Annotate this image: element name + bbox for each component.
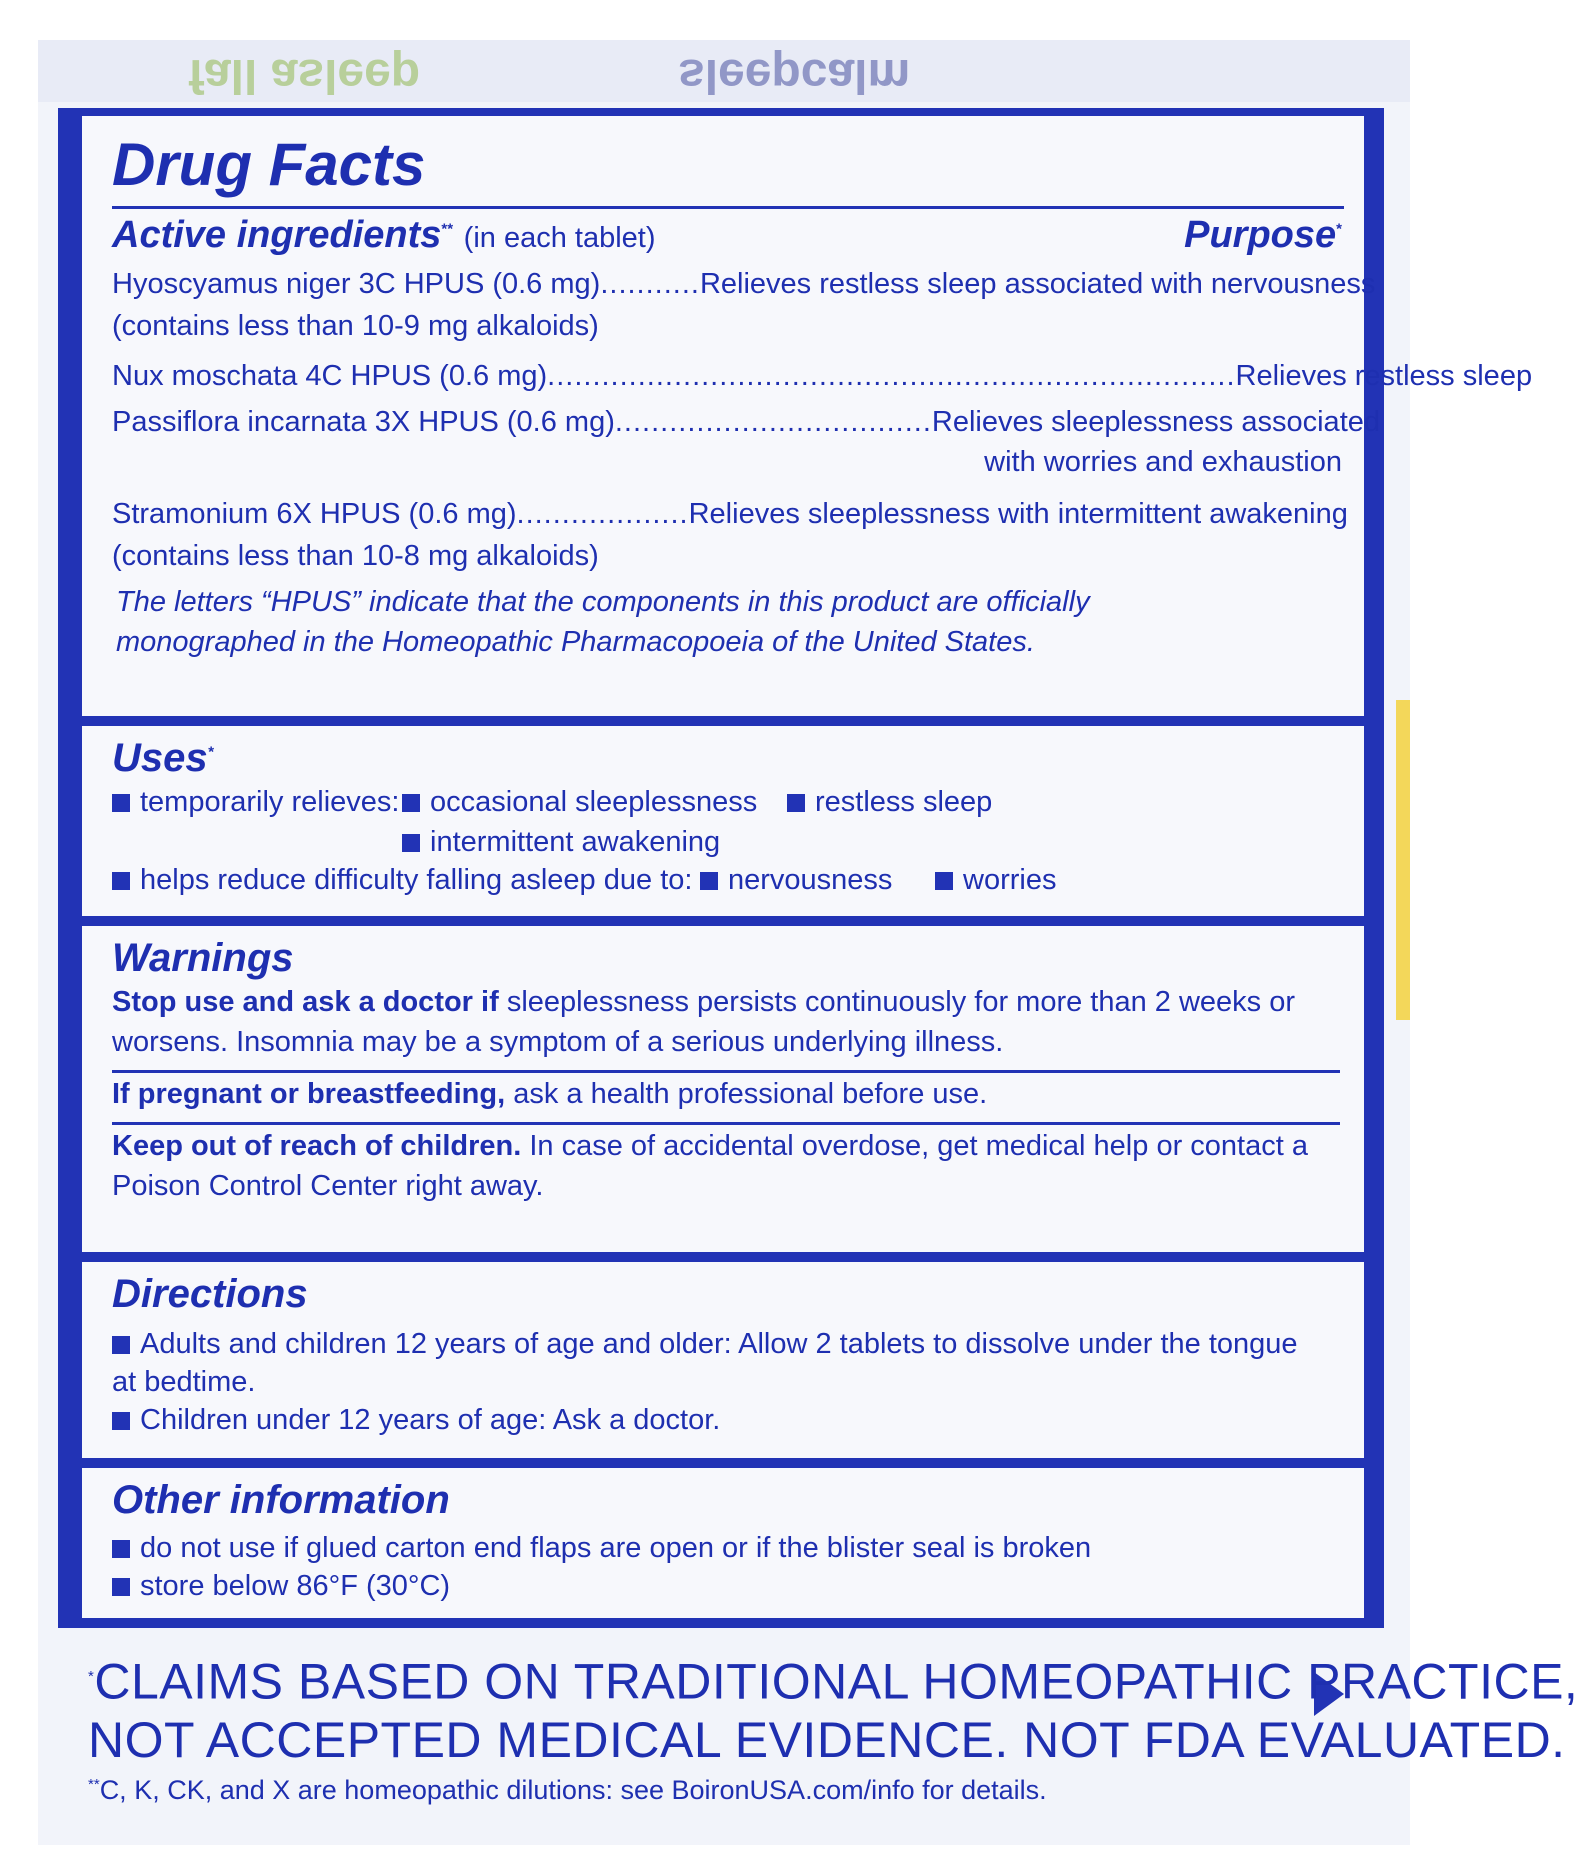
bullet-square-icon bbox=[112, 1412, 130, 1430]
hpus-note-line2: monographed in the Homeopathic Pharmacopoeia of the United States. bbox=[116, 626, 1035, 658]
ingredient-row: Nux moschata 4C HPUS (0.6 mg)............................................................................Relieves restless sleep bbox=[112, 360, 1533, 392]
ingredient-row: Hyoscyamus niger 3C HPUS (0.6 mg)...........Relieves restless sleep associated with nervousness bbox=[112, 268, 1376, 300]
uses-relieves-label: temporarily relieves: bbox=[112, 786, 399, 819]
directions-heading: Directions bbox=[112, 1272, 308, 1316]
bullet-square-icon bbox=[112, 1336, 130, 1354]
dilution-note: **C, K, CK, and X are homeopathic dilutions: see BoironUSA.com/info for details. bbox=[88, 1774, 1047, 1805]
banner-ghost-right: sleepcalm bbox=[678, 49, 911, 102]
ingredient-row: Passiflora incarnata 3X HPUS (0.6 mg)...................................Relieves sleeplessness associated bbox=[112, 406, 1381, 438]
drug-facts-title: Drug Facts bbox=[112, 131, 426, 198]
banner-ghost-left: fall asleep bbox=[188, 49, 421, 102]
warnings-heading: Warnings bbox=[112, 936, 294, 980]
warning-keep-out: Keep out of reach of children. In case of accidental overdose, get medical help or contact a bbox=[112, 1130, 1308, 1162]
uses-helps-label: helps reduce difficulty falling asleep due to: bbox=[112, 864, 692, 897]
uses-item: worries bbox=[935, 864, 1056, 897]
other-information-section bbox=[82, 1468, 1364, 1618]
directions-section bbox=[82, 1262, 1364, 1458]
drug-facts-panel bbox=[58, 108, 1533, 1628]
ingredient-purpose-continued: with worries and exhaustion bbox=[984, 446, 1342, 478]
other-info-item: store below 86°F (30°C) bbox=[112, 1570, 450, 1603]
yellow-side-tab bbox=[1396, 700, 1410, 1020]
bullet-square-icon bbox=[700, 872, 718, 890]
other-information-heading: Other information bbox=[112, 1478, 450, 1522]
bullet-square-icon bbox=[112, 1540, 130, 1558]
active-ingredients-heading: Active ingredients** (in each tablet) bbox=[112, 214, 656, 256]
warnings-section bbox=[82, 926, 1364, 1252]
uses-item: nervousness bbox=[700, 864, 892, 897]
warning-pregnant: If pregnant or breastfeeding, ask a health professional before use. bbox=[112, 1078, 988, 1110]
ingredient-row: Stramonium 6X HPUS (0.6 mg)...................Relieves sleeplessness with intermittent awakening bbox=[112, 498, 1348, 530]
claims-line: *CLAIMS BASED ON TRADITIONAL HOMEOPATHIC PRACTICE, bbox=[88, 1653, 1578, 1710]
bullet-square-icon bbox=[787, 794, 805, 812]
hpus-note: The letters “HPUS” indicate that the components in this product are officially bbox=[116, 586, 1090, 618]
ingredient-note: (contains less than 10-8 mg alkaloids) bbox=[112, 540, 599, 572]
warning-stop-use: Stop use and ask a doctor if sleeplessness persists continuously for more than 2 weeks or bbox=[112, 986, 1296, 1018]
bullet-square-icon bbox=[402, 794, 420, 812]
direction-item: Children under 12 years of age: Ask a doctor. bbox=[112, 1404, 720, 1437]
uses-heading: Uses* bbox=[112, 736, 214, 780]
claims-line: NOT ACCEPTED MEDICAL EVIDENCE. NOT FDA EVALUATED. bbox=[88, 1711, 1566, 1768]
top-banner bbox=[38, 40, 1410, 102]
footer-disclaimer bbox=[88, 1648, 1578, 1806]
bullet-square-icon bbox=[935, 872, 953, 890]
bullet-square-icon bbox=[402, 834, 420, 852]
direction-item-cont: at bedtime. bbox=[112, 1366, 256, 1398]
purpose-heading: Purpose* bbox=[1184, 214, 1342, 256]
warning-keep-out-cont: Poison Control Center right away. bbox=[112, 1170, 544, 1202]
uses-section bbox=[82, 726, 1364, 916]
direction-item: Adults and children 12 years of age and older: Allow 2 tablets to dissolve under the tongue bbox=[112, 1328, 1298, 1361]
uses-item: intermittent awakening bbox=[402, 826, 720, 859]
uses-item: restless sleep bbox=[787, 786, 992, 819]
bullet-square-icon bbox=[112, 1578, 130, 1596]
active-ingredients-section bbox=[82, 116, 1533, 716]
warning-stop-use-cont: worsens. Insomnia may be a symptom of a serious underlying illness. bbox=[112, 1026, 1004, 1058]
warning-rule bbox=[112, 1070, 1340, 1073]
title-rule bbox=[112, 206, 1344, 209]
other-info-item: do not use if glued carton end flaps are open or if the blister seal is broken bbox=[112, 1532, 1091, 1565]
bullet-square-icon bbox=[112, 794, 130, 812]
ingredient-note: (contains less than 10-9 mg alkaloids) bbox=[112, 310, 599, 342]
warning-rule bbox=[112, 1122, 1340, 1125]
bullet-square-icon bbox=[112, 872, 130, 890]
uses-item: occasional sleeplessness bbox=[402, 786, 757, 819]
